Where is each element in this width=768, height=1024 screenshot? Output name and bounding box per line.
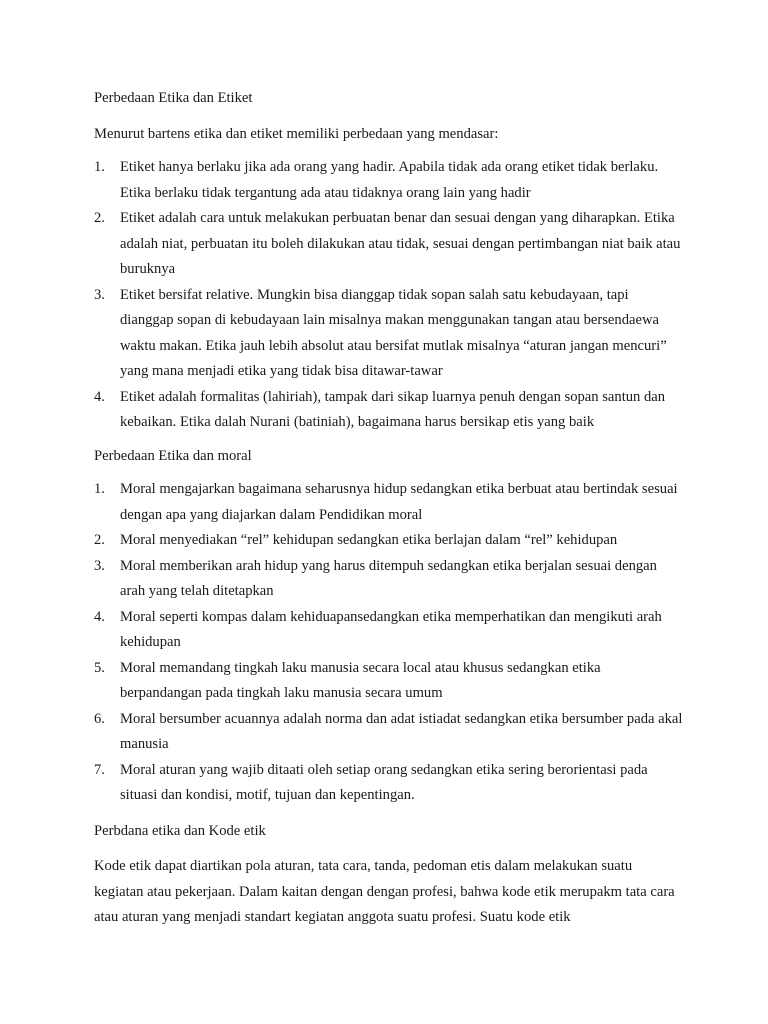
document-page xyxy=(94,86,684,931)
list-item-text: Etiket hanya berlaku jika ada orang yang hadir. Apabila tidak ada orang etiket tidak berlaku. Etika berlaku tidak tergantung ada atau tidaknya orang lain yang hadir xyxy=(120,159,659,201)
list-item-text: Moral mengajarkan bagaimana seharusnya hidup sedangkan etika berbuat atau bertindak sesuai dengan apa yang diajarkan dalam Pendidikan moral xyxy=(120,481,678,523)
list-item xyxy=(94,155,684,206)
list-item xyxy=(94,477,684,528)
list-item xyxy=(94,385,684,436)
list-item-text: Moral bersumber acuannya adalah norma dan adat istiadat sedangkan etika bersumber pada akal manusia xyxy=(120,710,683,752)
section-heading-etika-etiket: Perbedaan Etika dan Etiket xyxy=(94,90,253,106)
list-number: 2. xyxy=(94,532,105,548)
list-item-text: Moral aturan yang wajib ditaati oleh setiap orang sedangkan etika sering berorientasi pada situasi dan kondisi, motif, tujuan dan kepentingan. xyxy=(120,761,648,803)
list-item xyxy=(94,283,684,385)
etika-etiket-list xyxy=(94,155,684,436)
list-item-text: Etiket bersifat relative. Mungkin bisa dianggap tidak sopan salah satu kebudayaan, tapi dianggap sopan di kebudayaan lain misalnya makan menggunakan tangan atau bersendaewa waktu makan. Etika jauh lebih absolut atau bersifat mutlak misalnya “aturan jangan mencuri” yang mana menjadi etika yang tidak bisa ditawar-tawar xyxy=(120,286,667,379)
list-item xyxy=(94,206,684,283)
list-item-text: Moral menyediakan “rel” kehidupan sedangkan etika berlajan dalam “rel” kehidupan xyxy=(120,532,618,548)
list-number: 1. xyxy=(94,159,105,175)
list-number: 3. xyxy=(94,286,105,303)
list-number: 7. xyxy=(94,761,105,778)
list-item xyxy=(94,758,684,809)
list-item-text: Etiket adalah cara untuk melakukan perbuatan benar dan sesuai dengan yang diharapkan. Etika adalah niat, perbuatan itu boleh dilakukan atau tidak, sesuai dengan pertimbangan niat baik atau buruknya xyxy=(120,210,681,277)
list-item-text: Etiket adalah formalitas (lahiriah), tampak dari sikap luarnya penuh dengan sopan santun dan kebaikan. Etika dalah Nurani (batiniah), bagaimana harus bersikap etis yang baik xyxy=(120,388,666,430)
list-number: 6. xyxy=(94,710,105,727)
list-number: 4. xyxy=(94,608,105,625)
list-number: 4. xyxy=(94,388,105,405)
list-number: 3. xyxy=(94,557,105,574)
list-item xyxy=(94,528,684,554)
list-number: 5. xyxy=(94,659,105,676)
section-heading-etika-moral: Perbedaan Etika dan moral xyxy=(94,447,252,464)
kode-etik-paragraph: Kode etik dapat diartikan pola aturan, tata cara, tanda, pedoman etis dalam melakukan suatu kegiatan atau pekerjaan. Dalam kaitan dengan dengan profesi, bahwa kode etik merupakm tata cara atau aturan yang menjadi standart kegiatan anggota suatu profesi. Suatu kode etik xyxy=(94,858,675,925)
list-item-text: Moral memandang tingkah laku manusia secara local atau khusus sedangkan etika berpandangan pada tingkah laku manusia secara umum xyxy=(120,659,601,701)
list-item xyxy=(94,605,684,656)
list-item xyxy=(94,707,684,758)
list-number: 2. xyxy=(94,210,105,226)
etika-moral-list xyxy=(94,477,684,809)
list-item xyxy=(94,554,684,605)
list-item xyxy=(94,656,684,707)
section-heading-kode-etik: Perbdana etika dan Kode etik xyxy=(94,822,266,839)
list-item-text: Moral memberikan arah hidup yang harus ditempuh sedangkan etika berjalan sesuai dengan arah yang telah ditetapkan xyxy=(120,557,657,599)
list-number: 1. xyxy=(94,481,105,497)
list-item-text: Moral seperti kompas dalam kehiduapansedangkan etika memperhatikan dan mengikuti arah kehidupan xyxy=(120,608,662,650)
intro-paragraph: Menurut bartens etika dan etiket memiliki perbedaan yang mendasar: xyxy=(94,125,499,142)
